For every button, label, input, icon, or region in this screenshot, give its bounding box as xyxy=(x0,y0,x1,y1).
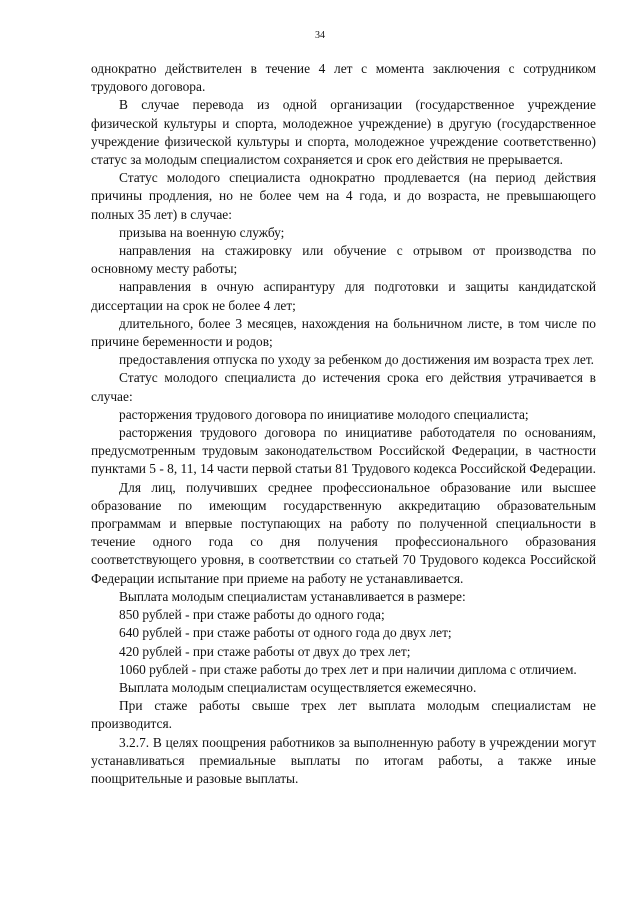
paragraph-payment-monthly: Выплата молодым специалистам осуществляется ежемесячно. xyxy=(119,679,477,695)
list-item-postgraduate-study: направления в очную аспирантуру для подготовки и защиты кандидатской диссертации на срок не более 4 лет; xyxy=(91,279,596,313)
document-body xyxy=(91,60,596,788)
paragraph-section-3-2-7: 3.2.7. В целях поощрения работников за выполненную работу в учреждении могут устанавливаться премиальные выплаты по итогам работы, а также иные поощрительные и разовые выплаты. xyxy=(91,734,596,786)
paragraph-no-payment-over-three-years: При стаже работы свыше трех лет выплата молодым специалистам не производится. xyxy=(91,698,596,732)
list-item-sick-leave: длительного, более 3 месяцев, нахождения на больничном листе, в том числе по причине беременности и родов; xyxy=(91,315,596,350)
paragraph-transfer-between-organizations: В случае перевода из одной организации (государственное учреждение физической культуры и спорта, молодежное учреждение) в другую (государственное учреждение физической культуры и спорта, молодежное учреждение соответственно) статус за молодым специалистом сохраняется и срок его действия не прерывается. xyxy=(91,97,596,168)
list-item-employer-initiative: расторжения трудового договора по инициативе работодателя по основаниям, предусмотренным трудовым законодательством Российской Федерации, в частности пунктами 5 - 8, 11, 14 части первой статьи 81 Трудового кодекса Российской Федерации. xyxy=(91,425,596,477)
list-item-internship-training: направления на стажировку или обучение с отрывом от производства по основному месту работы; xyxy=(91,243,596,277)
list-item-payment-1060: 1060 рублей - при стаже работы до трех лет и при наличии диплома с отличием. xyxy=(119,661,577,677)
paragraph-payment-amount-intro: Выплата молодым специалистам устанавливается в размере: xyxy=(119,588,466,604)
paragraph-status-extension: Статус молодого специалиста однократно продлевается (на период действия причины продления, но не более чем на 4 года, и до возраста, не превышающего полных 35 лет) в случае: xyxy=(91,170,596,222)
list-item-payment-850: 850 рублей - при стаже работы до одного года; xyxy=(119,607,385,623)
list-item-employee-initiative: расторжения трудового договора по инициативе молодого специалиста; xyxy=(119,406,529,422)
paragraph-status-loss: Статус молодого специалиста до истечения срока его действия утрачивается в случае: xyxy=(91,370,596,404)
page-number: 34 xyxy=(315,30,325,41)
list-item-parental-leave: предоставления отпуска по уходу за ребенком до достижения им возраста трех лет. xyxy=(119,352,595,368)
list-item-military-service: призыва на военную службу; xyxy=(119,224,285,240)
list-item-payment-420: 420 рублей - при стаже работы от двух до трех лет; xyxy=(119,643,411,659)
paragraph-probation-exemption: Для лиц, получивших среднее профессиональное образование или высшее образование по имеющим государственную аккредитацию образовательным программам и впервые поступающих на работу по полученной специальности в течение одного года со дня получения профессионального образования соответствующего уровня, в соответствии со статьей 70 Трудового кодекса Российской Федерации испытание при приеме на работу не устанавливается. xyxy=(91,479,596,586)
paragraph-status-validity-end: однократно действителен в течение 4 лет с момента заключения с сотрудником трудового договора. xyxy=(91,61,596,95)
list-item-payment-640: 640 рублей - при стаже работы от одного года до двух лет; xyxy=(119,625,452,641)
